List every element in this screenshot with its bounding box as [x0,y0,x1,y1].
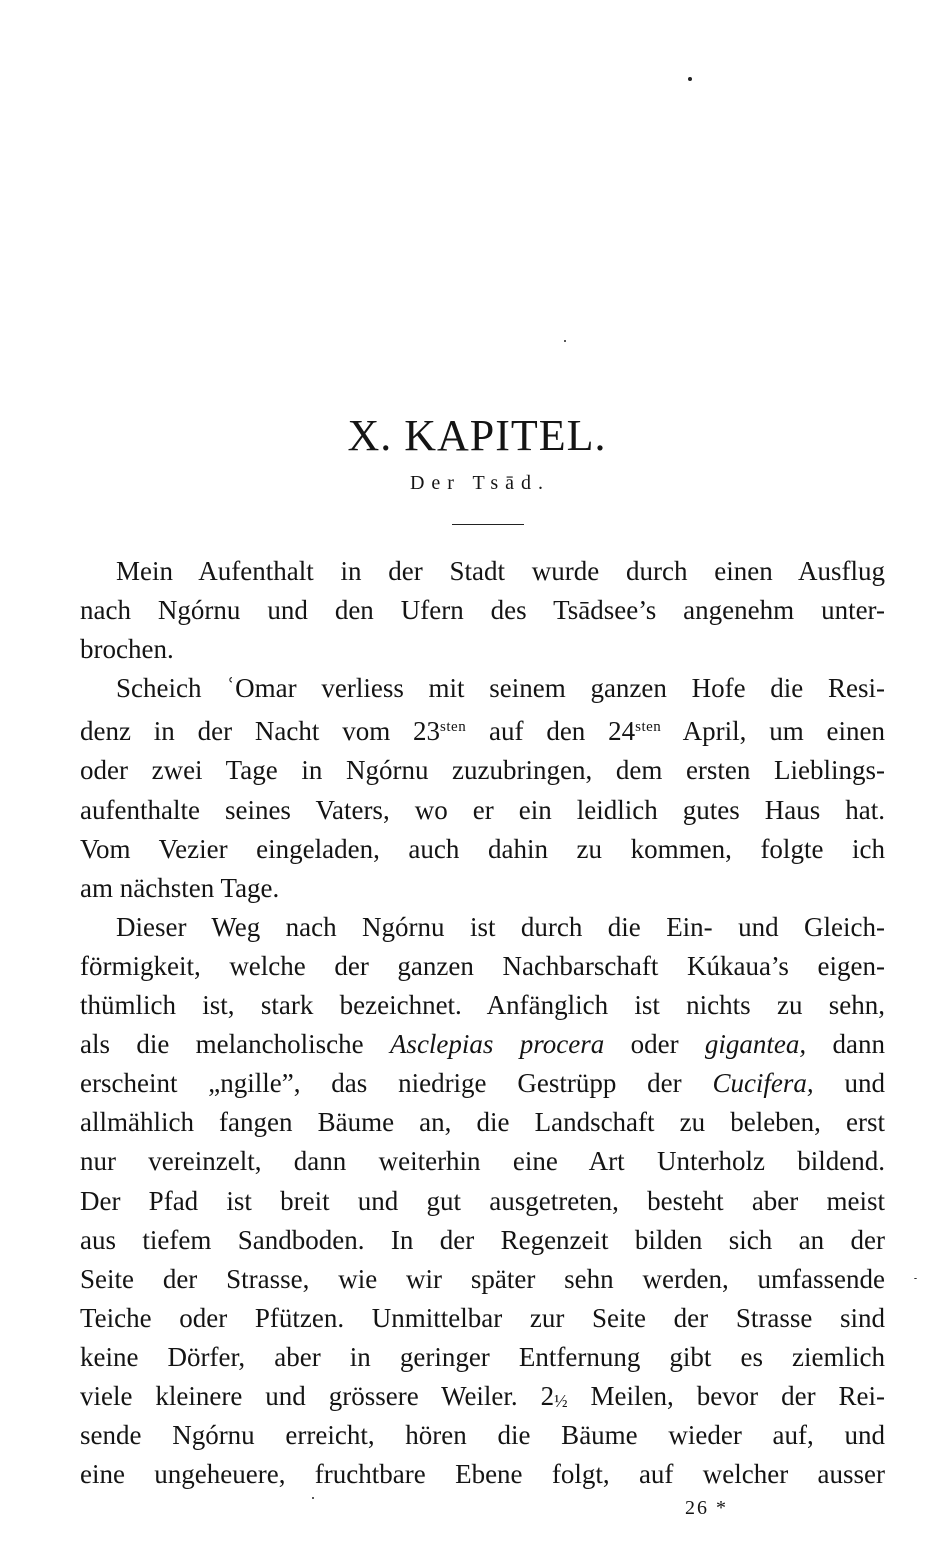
text-line: thümlich ist, stark bezeichnet. Anfänglich ist nichts zu sehn, [80,990,885,1021]
botanical-name: Asclepias procera [389,1029,605,1060]
date-superscript: sten [635,719,662,736]
text-line: Teiche oder Pfützen. Unmittelbar zur Seite der Strasse sind [80,1302,885,1333]
title-divider [452,524,524,525]
paragraph [80,552,885,669]
text-line: erscheint „ngille”, das niedrige Gestrüpp der Cucifera, und [80,1068,885,1099]
text-line: nur vereinzelt, dann weiterhin eine Art Unterholz bildend. [80,1146,885,1177]
text-line: Scheich ʿOmar verliess mit seinem ganzen Hofe die Resi- [116,673,885,704]
text-line: nach Ngórnu und den Ufern des Tsādsee’s angenehm unter- [80,595,885,626]
paragraph [80,669,885,908]
text-line: aus tiefem Sandboden. In der Regenzeit bilden sich an der [80,1224,885,1255]
text-line: Der Pfad ist breit und gut ausgetreten, besteht aber meist [80,1185,885,1216]
text-line: Seite der Strasse, wie wir später sehn werden, umfassende [80,1263,885,1294]
text-line: eine ungeheuere, fruchtbare Ebene folgt, auf welcher ausser [80,1459,885,1490]
fraction-half: ½ [554,1390,568,1411]
text-line: denz in der Nacht vom $23^{sten}$ auf den $24^{sten}$ April, um einen [80,716,885,747]
text-line: Vom Vezier eingeladen, auch dahin zu kommen, folgte ich [80,833,885,864]
text-line: aufenthalte seines Vaters, wo er ein leidlich gutes Haus hat. [80,794,885,825]
ink-speck [564,340,566,342]
page-number: 26 * [685,1497,728,1519]
text-line: am nächsten Tage. [80,872,280,903]
chapter-subtitle: Der Tsād. [409,472,551,494]
botanical-name: Cucifera, [712,1068,814,1099]
chapter-title: X. KAPITEL. [347,411,607,460]
body-text [80,552,885,1494]
botanical-name: gigantea, [704,1029,807,1060]
text-line: oder zwei Tage in Ngórnu zuzubringen, dem ersten Lieblings- [80,755,885,786]
text-line: sende Ngórnu erreicht, hören die Bäume wieder auf, und [80,1420,885,1451]
text-line: allmählich fangen Bäume an, die Landschaft zu beleben, erst [80,1107,885,1138]
text-line: förmigkeit, welche der ganzen Nachbarschaft Kúkaua’s eigen- [80,950,885,981]
text-line: Mein Aufenthalt in der Stadt wurde durch einen Ausflug [116,556,885,586]
text-line: keine Dörfer, aber in geringer Entfernung gibt es ziemlich [80,1341,885,1372]
text-line: als die melancholische Asclepias procera oder gigantea, dann [80,1029,885,1060]
date-superscript: sten [440,719,467,736]
paragraph [80,908,885,1494]
ink-speck [914,1278,917,1279]
ink-speck [312,1497,314,1499]
text-line: Dieser Weg nach Ngórnu ist durch die Ein- und Gleich- [116,911,885,942]
ink-speck [688,77,692,81]
text-line: viele kleinere und grössere Weiler. 2½ Meilen, bevor der Rei- [80,1380,886,1411]
text-line: brochen. [80,634,174,665]
